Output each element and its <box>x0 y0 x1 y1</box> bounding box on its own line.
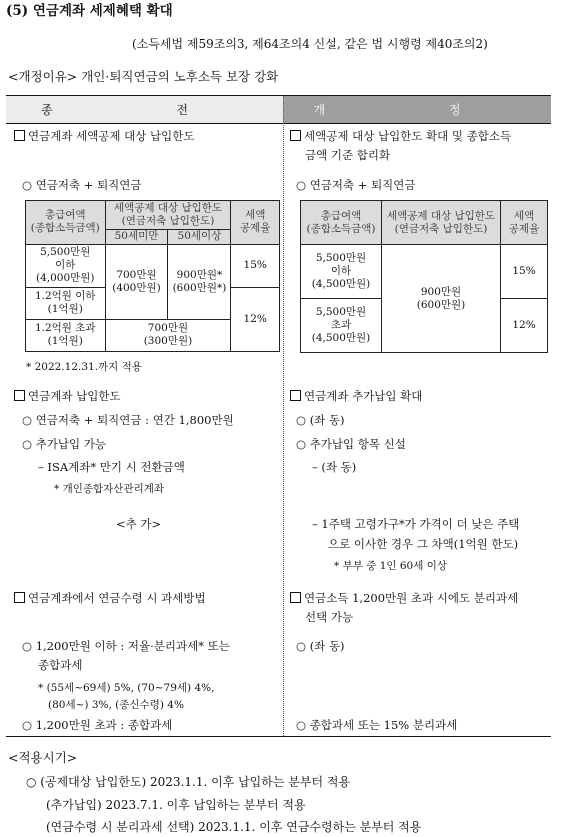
r2-rate: 12% <box>501 299 548 353</box>
r1-rate: 15% <box>501 245 548 299</box>
r3-limit: 700만원 (300만원) <box>105 319 231 351</box>
revised-s2-item2: ○ 추가납입 항목 신설 <box>296 437 406 451</box>
revised-s1-sub: ○ 연금저축 + 퇴직연금 <box>296 178 416 192</box>
revised-s3-heading-cont: 선택 가능 <box>305 610 354 624</box>
checkbox-square-icon <box>14 130 25 141</box>
effective-heading: <적용시기> <box>8 750 78 765</box>
current-table-note: * 2022.12.31.까지 적용 <box>26 361 142 373</box>
effective-line3: (연금수령 시 분리과세 선택) 2023.1.1. 이후 연금수령하는 분부터 적용 <box>46 820 422 834</box>
revision-reason: <개정이유> 개인·퇴직연금의 노후소득 보장 강화 <box>8 69 279 84</box>
col-limit: 세액공제 대상 납입한도 (연금저축 납입한도) <box>382 201 501 245</box>
col-rate: 세액 공제율 <box>231 201 280 245</box>
effective-line1: ○ (공제대상 납입한도) 2023.1.1. 이후 납입하는 분부터 적용 <box>26 775 351 789</box>
revised-s3-item1: ○ (좌 동) <box>296 639 345 653</box>
r1-under50: 700만원 (400만원) <box>105 244 168 319</box>
revised-s2-item2-sub: – (좌 동) <box>312 460 357 474</box>
r1-rate: 15% <box>231 244 280 287</box>
revised-s2-heading: 연금계좌 추가납입 확대 <box>290 389 422 404</box>
col-limit: 세액공제 대상 납입한도 (연금저축 납입한도) <box>105 201 231 230</box>
current-s1-heading: 연금계좌 세액공제 대상 납입한도 <box>14 129 195 144</box>
revised-s1-heading-cont: 금액 기준 합리화 <box>305 148 391 162</box>
r1-income: 5,500만원 이하 (4,000만원) <box>26 244 106 287</box>
revised-s2-new-2: 으로 이사한 경우 그 차액(1억원 한도) <box>328 537 519 551</box>
comparison-table <box>6 95 551 737</box>
r1-income: 5,500만원 이하 (4,500만원) <box>301 245 382 299</box>
effective-line2: (추가납입) 2023.7.1. 이후 납입하는 분부터 적용 <box>46 798 306 812</box>
revised-s2-note: * 부부 중 1인 60세 이상 <box>334 560 447 572</box>
checkbox-square-icon <box>290 592 301 603</box>
revised-limit-table <box>300 200 548 353</box>
col-income: 총급여액 (종합소득금액) <box>26 201 106 245</box>
law-reference: (소득세법 제59조의3, 제64조의4 신설, 같은 법 시행령 제40조의2) <box>132 37 488 51</box>
col-over50: 50세이상 <box>168 229 231 244</box>
current-s2-heading: 연금계좌 납입한도 <box>14 389 121 404</box>
checkbox-square-icon <box>290 390 301 401</box>
revised-s1-heading: 세액공제 대상 납입한도 확대 및 종합소득 <box>290 129 511 144</box>
checkbox-square-icon <box>290 130 301 141</box>
current-s3-note2: (80세~) 3%, (종신수령) 4% <box>48 699 184 711</box>
current-limit-table <box>25 200 280 352</box>
column-divider <box>283 96 284 736</box>
checkbox-square-icon <box>14 390 25 401</box>
current-s3-item2: ○ 1,200만원 초과 : 종합과세 <box>22 718 173 732</box>
r2-income: 1.2억원 이하 (1억원) <box>26 287 106 319</box>
col-income: 총급여액 (종합소득금액) <box>301 201 382 245</box>
current-s2-note: * 개인종합자산관리계좌 <box>54 483 165 495</box>
revised-s3-item2: ○ 종합과세 또는 15% 분리과세 <box>296 718 458 732</box>
checkbox-square-icon <box>14 592 25 603</box>
revised-s3-heading: 연금소득 1,200만원 초과 시에도 분리과세 <box>290 591 518 606</box>
header-divider <box>6 123 551 124</box>
header-current: 종 전 <box>6 96 283 123</box>
col-under50: 50세미만 <box>105 229 168 244</box>
current-s3-item1-cont: 종합과세 <box>38 658 83 672</box>
current-s2-item2-sub: – ISA계좌* 만기 시 전환금액 <box>38 460 185 474</box>
current-s2-item1: ○ 연금저축 + 퇴직연금 : 연간 1,800만원 <box>22 413 234 427</box>
current-s3-note1: * (55세~69세) 5%, (70~79세) 4%, <box>38 682 215 694</box>
current-s2-new: <추 가> <box>116 517 162 531</box>
r1-over50: 900만원* (600만원*) <box>168 244 231 319</box>
header-revised: 개 정 <box>283 96 551 123</box>
revised-s2-item1: ○ (좌 동) <box>296 413 345 427</box>
col-rate: 세액 공제율 <box>501 201 548 245</box>
current-s2-item2: ○ 추가납입 가능 <box>22 437 106 451</box>
section-title: (5) 연금계좌 세제혜택 확대 <box>6 3 173 19</box>
r2-income: 5,500만원 초과 (4,500만원) <box>301 299 382 353</box>
current-s1-sub: ○ 연금저축 + 퇴직연금 <box>22 178 142 192</box>
current-s3-heading: 연금계좌에서 연금수령 시 과세방법 <box>14 591 206 606</box>
current-s3-item1: ○ 1,200만원 이하 : 저율·분리과세* 또는 <box>22 639 230 653</box>
limit-value: 900만원 (600만원) <box>382 245 501 353</box>
revised-s2-new-1: – 1주택 고령가구*가 가격이 더 낮은 주택 <box>312 517 520 531</box>
r3-income: 1.2억원 초과 (1억원) <box>26 319 106 351</box>
r23-rate: 12% <box>231 287 280 351</box>
